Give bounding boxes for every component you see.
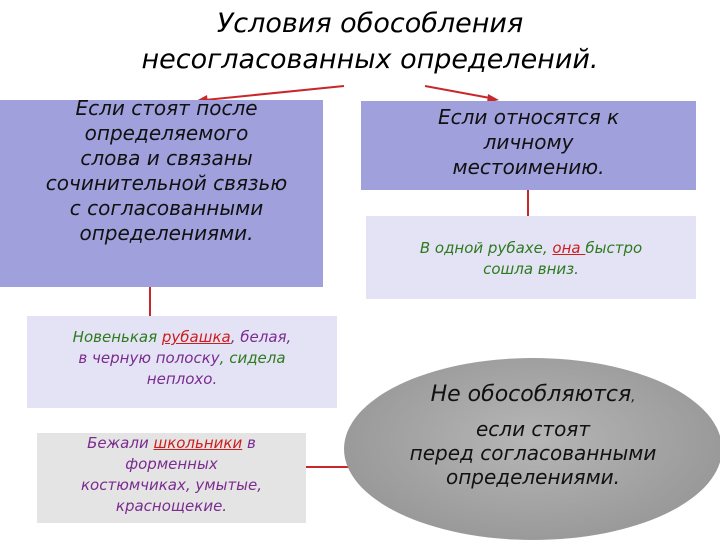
right-condition-text <box>361 105 696 180</box>
left-example-2-line-2: форменных <box>125 455 218 473</box>
left-condition-line: определяемого <box>84 121 249 145</box>
right-example-line-1 <box>366 238 696 259</box>
title-line-1: Условия обособления <box>216 8 524 39</box>
left-example-2-line-1 <box>37 433 306 454</box>
exception-ellipse-text <box>344 380 720 489</box>
left-example-1-noun: рубашка <box>161 328 231 346</box>
left-example-1-text <box>27 327 337 390</box>
left-example-2-part: в <box>242 434 256 452</box>
left-condition-line: с согласованными <box>69 196 264 220</box>
left-example-1-line-2 <box>27 348 337 369</box>
exception-line: перед согласованными <box>409 441 657 465</box>
left-example-2-text <box>37 433 306 517</box>
left-example-1-part: Новенькая <box>72 328 162 346</box>
right-example-part: В одной рубахе, <box>419 239 553 257</box>
left-example-2-line-4: краснощекие. <box>115 497 228 515</box>
right-example-pronoun: она <box>552 239 586 257</box>
right-example-line-2: сошла вниз. <box>483 260 579 278</box>
left-condition-line: определениями. <box>79 221 254 245</box>
exception-heading-text: Не обособляются <box>430 382 632 407</box>
exception-line: если стоят <box>475 417 590 441</box>
left-condition-line: сочинительной связью <box>45 171 288 195</box>
left-condition-text <box>0 96 333 246</box>
right-example-part: быстро <box>585 239 643 257</box>
left-example-1-line-3: неплохо. <box>146 370 218 388</box>
left-example-1-part: , белая, <box>230 328 292 346</box>
left-condition-line: слова и связаны <box>80 146 253 170</box>
left-example-2-line-3: костюмчиках, умытые, <box>80 476 263 494</box>
left-example-2-part: Бежали <box>87 434 154 452</box>
exception-line: определениями. <box>445 465 621 489</box>
title-line-2: несогласованных определений. <box>141 44 599 75</box>
left-example-1-part: , сидела <box>219 349 286 367</box>
left-example-1-line-1 <box>27 327 337 348</box>
left-condition-line: Если стоят после <box>75 96 258 120</box>
right-condition-line: местоимению. <box>452 155 605 179</box>
left-example-1-part: в черную полоску <box>78 349 220 367</box>
connector-left <box>149 287 151 317</box>
exception-heading <box>344 380 720 413</box>
connector-right <box>527 190 529 217</box>
right-example-text <box>366 238 696 280</box>
arrow-right-shaft <box>425 86 490 98</box>
left-example-2-noun: школьники <box>153 434 243 452</box>
exception-heading-comma: , <box>631 390 636 405</box>
right-condition-line: Если относятся к <box>437 105 620 129</box>
right-condition-line: личному <box>483 130 574 154</box>
